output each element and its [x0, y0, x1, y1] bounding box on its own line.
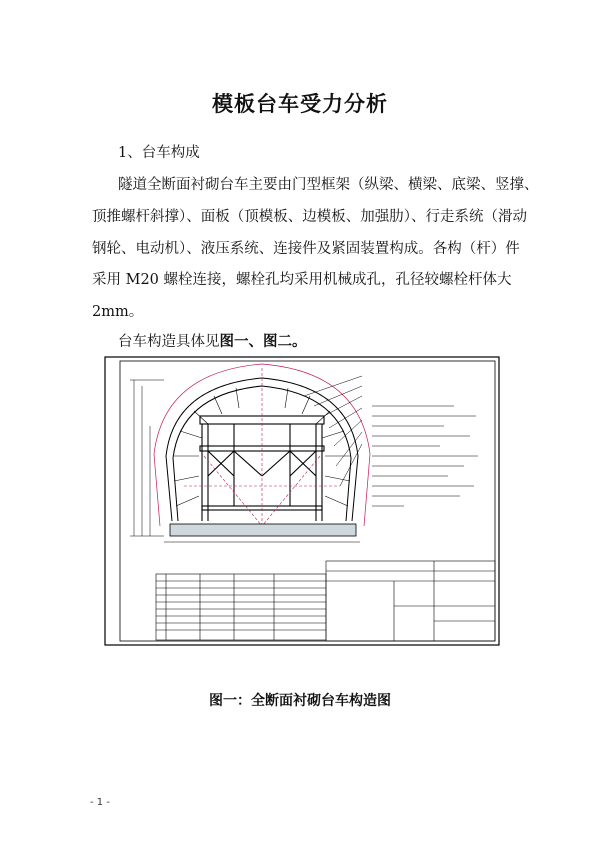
paragraph-line: 隧道全断面衬砌台车主要由门型框架（纵梁、横梁、底梁、竖撑、	[118, 177, 539, 193]
paragraph-line: 钢轮、电动机）、液压系统、连接件及紧固装置构成。各构（杆）件	[92, 241, 520, 257]
paragraph-line: 顶推螺杆斜撑）、面板（顶模板、边模板、加强肋）、行走系统（滑动	[92, 209, 527, 225]
document-title: 模板台车受力分析	[212, 91, 388, 116]
figure-reference	[118, 330, 600, 351]
section-heading: 1、台车构成	[118, 145, 200, 161]
page-number: - 1 -	[90, 797, 110, 808]
reference-text: 台车构造具体见	[118, 334, 220, 350]
figure-caption: 图一：全断面衬砌台车构造图	[209, 693, 391, 709]
paragraph-line: 采用 M20 螺栓连接，螺栓孔均采用机械成孔，孔径较螺栓杆体大	[92, 272, 512, 288]
ground-slab	[170, 524, 356, 536]
paragraph-line: 2mm。	[92, 304, 144, 320]
trolley-structure-drawing	[104, 356, 500, 646]
reference-figures: 图一、图二。	[219, 333, 307, 350]
